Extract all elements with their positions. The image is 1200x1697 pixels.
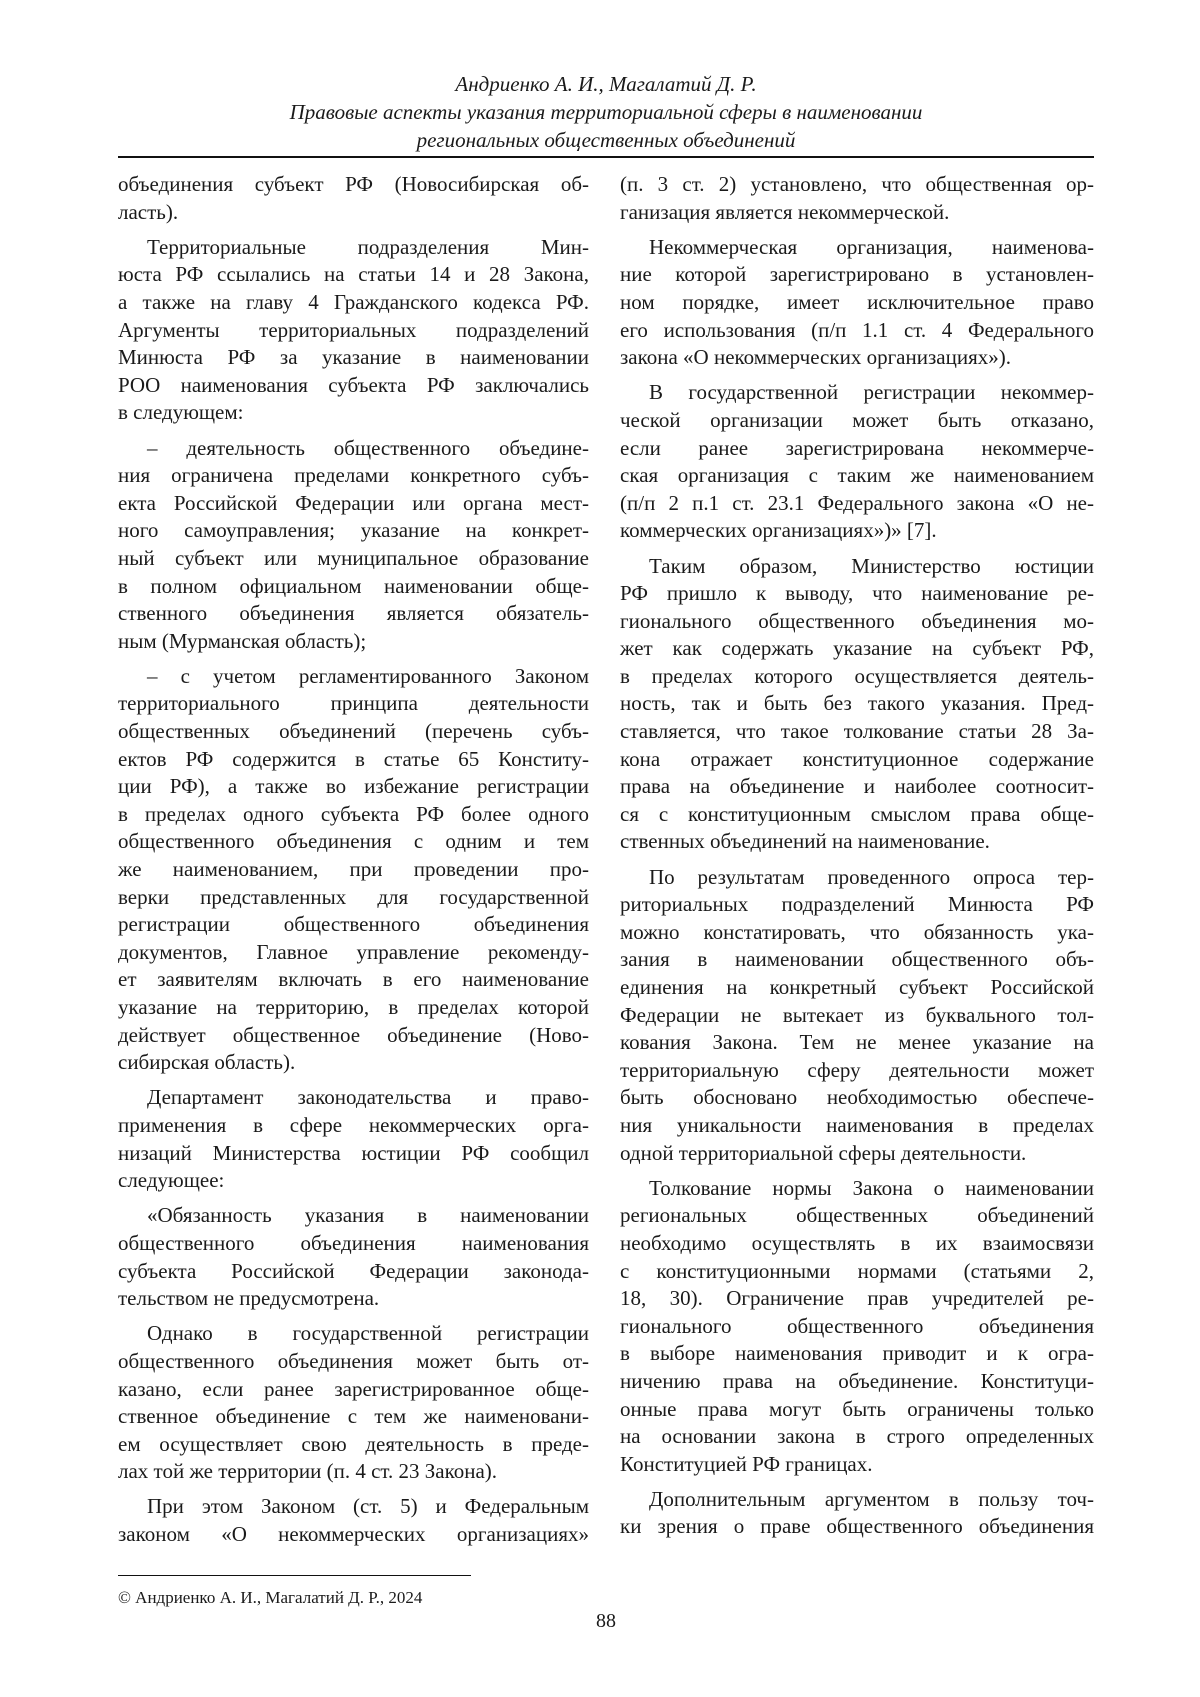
text-line: По результатам проведенного опроса тер- [620, 864, 1094, 892]
text-line: ции РФ), а также во избежание регистрации [118, 773, 589, 801]
text-line: онные права могут быть ограничены только [620, 1396, 1094, 1424]
text-line: законом «О некоммерческих организациях» [118, 1521, 589, 1549]
text-line: ганизация является некоммерческой. [620, 199, 1094, 227]
text-line: жет как содержать указание на субъект РФ, [620, 635, 1094, 663]
copyright-footnote: © Андриенко А. И., Магалатий Д. Р., 2024 [118, 1588, 422, 1608]
text-line: в выборе наименования приводит и к огра- [620, 1340, 1094, 1368]
text-line: казано, если ранее зарегистрированное обще- [118, 1376, 589, 1404]
text-line: зания в наименовании общественного объ- [620, 946, 1094, 974]
text-line: ки зрения о праве общественного объединения [620, 1513, 1094, 1541]
text-line: – с учетом регламентированного Законом [118, 663, 589, 691]
paragraph [620, 1175, 1094, 1479]
text-line: сибирская область). [118, 1049, 589, 1077]
text-line: общественного объединения с одним и тем [118, 828, 589, 856]
paragraph [118, 234, 589, 427]
footnote-rule [118, 1575, 471, 1576]
text-line: (п. 3 ст. 2) установлено, что общественная ор- [620, 171, 1094, 199]
paragraph [620, 379, 1094, 545]
text-line: ся с конституционным смыслом права обще- [620, 801, 1094, 829]
text-line: общественного объединения может быть от- [118, 1348, 589, 1376]
text-line: гионального общественного объединения мо- [620, 608, 1094, 636]
text-line: указание на территорию, в пределах которой [118, 994, 589, 1022]
text-line: – деятельность общественного объедине- [118, 435, 589, 463]
text-line: ственных объединений на наименование. [620, 828, 1094, 856]
text-line: в полном официальном наименовании обще- [118, 573, 589, 601]
text-line: ном порядке, имеет исключительное право [620, 289, 1094, 317]
text-line: следующее: [118, 1167, 589, 1195]
paragraph [620, 234, 1094, 372]
text-line: ектов РФ содержится в статье 65 Конститу- [118, 746, 589, 774]
header-title-line-2: региональных общественных объединений [118, 126, 1094, 154]
paragraph [620, 553, 1094, 857]
text-line: екта Российской Федерации или органа мест- [118, 490, 589, 518]
text-line: Территориальные подразделения Мин- [118, 234, 589, 262]
paragraph [620, 171, 1094, 226]
text-line: общественных объединений (перечень субъ- [118, 718, 589, 746]
text-line: ственное объединение с тем же наименовани- [118, 1403, 589, 1431]
text-line: ская организация с таким же наименованием [620, 462, 1094, 490]
header-title-line-1: Правовые аспекты указания территориальной сферы в наименовании [118, 98, 1094, 126]
text-line: ничению права на объединение. Конституци- [620, 1368, 1094, 1396]
text-line: регистрации общественного объединения [118, 911, 589, 939]
running-header [118, 70, 1094, 154]
text-line: а также на главу 4 Гражданского кодекса РФ. [118, 289, 589, 317]
text-line: действует общественное объединение (Ново- [118, 1022, 589, 1050]
right-column [620, 171, 1094, 1549]
text-line: в следующем: [118, 399, 589, 427]
paragraph [118, 1493, 589, 1548]
text-line: ем осуществляет свою деятельность в преде- [118, 1431, 589, 1459]
text-line: ния ограничена пределами конкретного субъ- [118, 462, 589, 490]
text-line: коммерческих организациях»)» [7]. [620, 517, 1094, 545]
text-line: кования Закона. Тем не менее указание на [620, 1029, 1094, 1057]
text-line: Аргументы территориальных подразделений [118, 317, 589, 345]
text-line: закона «О некоммерческих организациях»). [620, 344, 1094, 372]
text-line: кона отражает конституционное содержание [620, 746, 1094, 774]
text-line: Толкование нормы Закона о наименовании [620, 1175, 1094, 1203]
text-line: же наименованием, при проведении про- [118, 856, 589, 884]
text-line: с конституционными нормами (статьями 2, [620, 1258, 1094, 1286]
text-line: применения в сфере некоммерческих орга- [118, 1112, 589, 1140]
paragraph [118, 171, 589, 226]
text-line: на основании закона в строго определенных [620, 1423, 1094, 1451]
text-line: одной территориальной сферы деятельности. [620, 1140, 1094, 1168]
text-line: лах той же территории (п. 4 ст. 23 Закона). [118, 1458, 589, 1486]
paragraph [620, 864, 1094, 1168]
text-line: в пределах которого осуществляется деятель- [620, 663, 1094, 691]
text-line: документов, Главное управление рекоменду- [118, 939, 589, 967]
text-line: права на объединение и наиболее соотносит- [620, 773, 1094, 801]
text-line: Таким образом, Министерство юстиции [620, 553, 1094, 581]
text-line: ния уникальности наименования в пределах [620, 1112, 1094, 1140]
text-line: гионального общественного объединения [620, 1313, 1094, 1341]
text-line: ный субъект или муниципальное образование [118, 545, 589, 573]
left-column [118, 171, 589, 1556]
text-line: Однако в государственной регистрации [118, 1320, 589, 1348]
text-line: ласть). [118, 199, 589, 227]
text-line: ческой организации может быть отказано, [620, 407, 1094, 435]
text-line: ет заявителям включать в его наименование [118, 966, 589, 994]
header-authors: Андриенко А. И., Магалатий Д. Р. [118, 70, 1094, 98]
text-line: объединения субъект РФ (Новосибирская об- [118, 171, 589, 199]
text-line: ного самоуправления; указание на конкрет- [118, 517, 589, 545]
page-number: 88 [0, 1610, 1200, 1633]
paragraph [118, 1202, 589, 1312]
text-line: можно констатировать, что обязанность ука- [620, 919, 1094, 947]
text-line: юста РФ ссылались на статьи 14 и 28 Закона, [118, 261, 589, 289]
text-line: РОО наименования субъекта РФ заключались [118, 372, 589, 400]
text-line: Федерации не вытекает из буквального тол- [620, 1002, 1094, 1030]
text-line: территориального принципа деятельности [118, 690, 589, 718]
paragraph [118, 1320, 589, 1486]
text-line: риториальных подразделений Минюста РФ [620, 891, 1094, 919]
text-line: «Обязанность указания в наименовании [118, 1202, 589, 1230]
text-line: необходимо осуществлять в их взаимосвязи [620, 1230, 1094, 1258]
text-line: ным (Мурманская область); [118, 628, 589, 656]
text-line: 18, 30). Ограничение прав учредителей ре- [620, 1285, 1094, 1313]
text-line: региональных общественных объединений [620, 1202, 1094, 1230]
text-line: При этом Законом (ст. 5) и Федеральным [118, 1493, 589, 1521]
text-line: низаций Министерства юстиции РФ сообщил [118, 1140, 589, 1168]
text-line: если ранее зарегистрирована некоммерче- [620, 435, 1094, 463]
text-line: его использования (п/п 1.1 ст. 4 Федерального [620, 317, 1094, 345]
text-line: тельством не предусмотрена. [118, 1285, 589, 1313]
text-line: в пределах одного субъекта РФ более одного [118, 801, 589, 829]
text-line: Департамент законодательства и право- [118, 1084, 589, 1112]
text-line: ставляется, что такое толкование статьи 28 За- [620, 718, 1094, 746]
text-line: Некоммерческая организация, наименова- [620, 234, 1094, 262]
text-line: территориальную сферу деятельности может [620, 1057, 1094, 1085]
text-line: общественного объединения наименования [118, 1230, 589, 1258]
text-line: ние которой зарегистрировано в установлен- [620, 261, 1094, 289]
paragraph [118, 663, 589, 1077]
paragraph [620, 1486, 1094, 1541]
text-line: быть обосновано необходимостью обеспече- [620, 1084, 1094, 1112]
text-line: ственного объединения является обязатель- [118, 600, 589, 628]
text-line: верки представленных для государственной [118, 884, 589, 912]
paragraph [118, 1084, 589, 1194]
text-line: Минюста РФ за указание в наименовании [118, 344, 589, 372]
paragraph [118, 435, 589, 656]
text-line: единения на конкретный субъект Российской [620, 974, 1094, 1002]
text-line: ность, так и быть без такого указания. Пред- [620, 690, 1094, 718]
header-rule [118, 156, 1094, 158]
text-line: Конституцией РФ границах. [620, 1451, 1094, 1479]
text-line: Дополнительным аргументом в пользу точ- [620, 1486, 1094, 1514]
text-line: В государственной регистрации некоммер- [620, 379, 1094, 407]
text-line: (п/п 2 п.1 ст. 23.1 Федерального закона «О не- [620, 490, 1094, 518]
text-line: субъекта Российской Федерации законода- [118, 1258, 589, 1286]
text-line: РФ пришло к выводу, что наименование ре- [620, 580, 1094, 608]
